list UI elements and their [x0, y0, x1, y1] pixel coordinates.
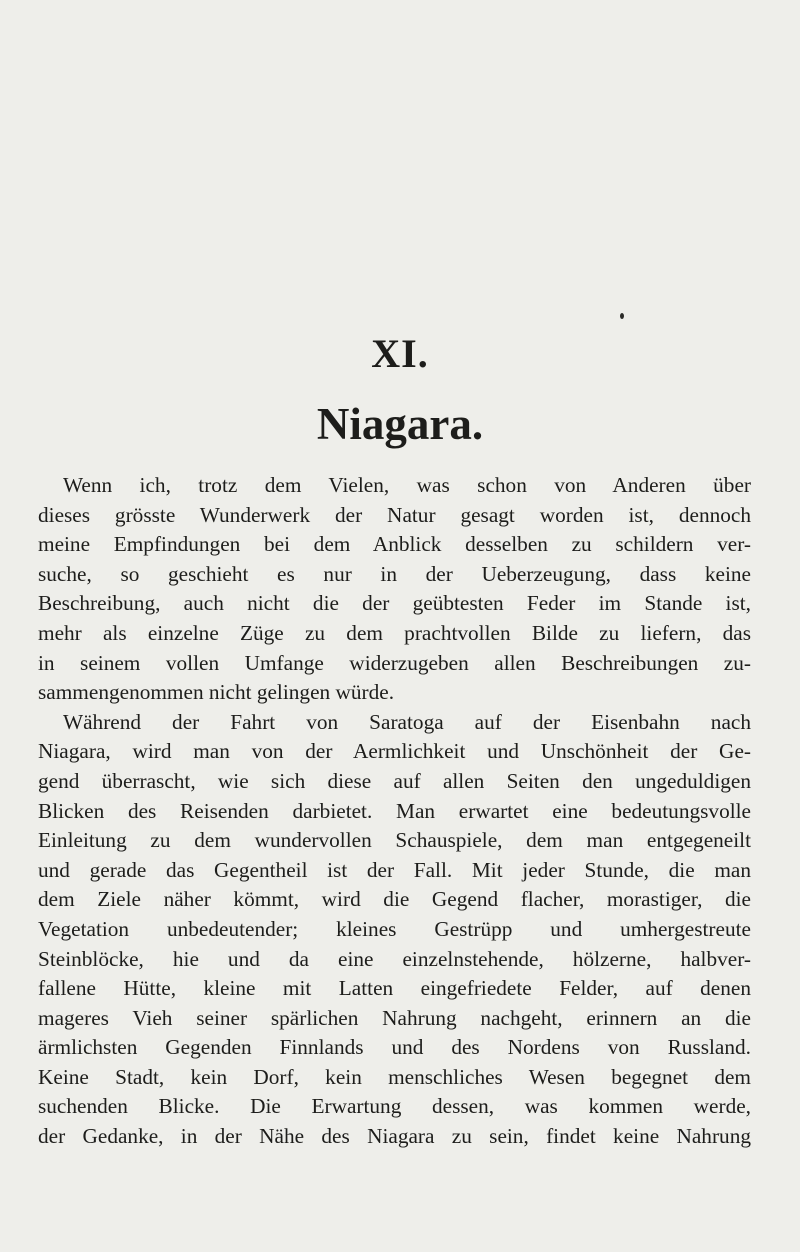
text-line: Wenn ich, trotz dem Vielen, was schon von Anderen über — [63, 473, 751, 497]
text-line: in seinem vollen Umfange widerzugeben allen Beschreibungen zu- — [38, 650, 751, 675]
text-line: Keine Stadt, kein Dorf, kein menschliches Wesen begegnet dem — [38, 1064, 751, 1089]
text-line: fallene Hütte, kleine mit Latten eingefriedete Felder, auf denen — [38, 976, 751, 1001]
text-line: Blicken des Reisenden darbietet. Man erwartet eine bedeutungsvolle — [38, 798, 751, 823]
text-line: und gerade das Gegentheil ist der Fall. Mit jeder Stunde, die man — [38, 857, 751, 882]
text-line: mageres Vieh seiner spärlichen Nahrung nachgeht, erinnern an die — [38, 1005, 751, 1030]
text-line: mehr als einzelne Züge zu dem prachtvollen Bilde zu liefern, das — [38, 620, 751, 645]
text-line: suche, so geschieht es nur in der Ueberzeugung, dass keine — [38, 561, 751, 586]
text-line: dem Ziele näher kömmt, wird die Gegend flacher, morastiger, die — [38, 887, 751, 912]
text-line: meine Empfindungen bei dem Anblick desselben zu schildern ver- — [38, 532, 751, 557]
ink-speck — [620, 313, 624, 319]
text-line: Niagara, wird man von der Aermlichkeit und Unschönheit der Ge- — [38, 739, 751, 764]
text-line: Beschreibung, auch nicht die der geübtesten Feder im Stande ist, — [38, 591, 751, 616]
text-line: Vegetation unbedeutender; kleines Gestrüpp und umhergestreute — [38, 916, 751, 941]
text-line: dieses grösste Wunderwerk der Natur gesagt worden ist, dennoch — [38, 502, 751, 527]
body-text — [38, 471, 751, 1152]
text-line: Steinblöcke, hie und da eine einzelnstehende, hölzerne, halbver- — [38, 946, 751, 971]
text-line: sammengenommen nicht gelingen würde. — [38, 680, 395, 705]
text-line: Einleitung zu dem wundervollen Schauspiele, dem man entgegeneilt — [38, 828, 751, 853]
text-line: suchenden Blicke. Die Erwartung dessen, was kommen werde, — [38, 1094, 751, 1119]
text-line: gend überrascht, wie sich diese auf allen Seiten den ungeduldigen — [38, 768, 751, 793]
text-line: der Gedanke, in der Nähe des Niagara zu sein, findet keine Nahrung — [38, 1124, 751, 1149]
chapter-title: Niagara. — [316, 399, 484, 449]
chapter-number: XI. — [371, 331, 429, 376]
text-line: ärmlichsten Gegenden Finnlands und des Nordens von Russland. — [38, 1035, 751, 1060]
text-line: Während der Fahrt von Saratoga auf der Eisenbahn nach — [63, 709, 751, 734]
